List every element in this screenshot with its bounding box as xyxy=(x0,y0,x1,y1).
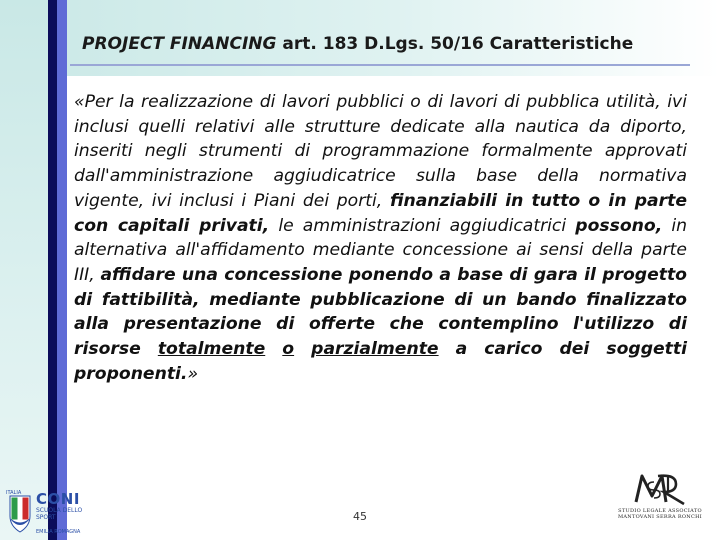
body-underline-run: o xyxy=(282,339,295,360)
studio-caption-line: STUDIO LEGALE ASSOCIATO xyxy=(618,508,702,514)
left-bar-dark xyxy=(48,0,57,540)
coni-flag-label: ITALIA xyxy=(6,490,22,496)
body-text-run: in alternativa all'affidamento mediante concessione ai sensi della parte III, xyxy=(74,215,688,285)
body-bold-space xyxy=(265,339,282,359)
body-underline-run: parzialmente xyxy=(311,339,439,360)
title-underline xyxy=(70,64,690,66)
coni-subtitle: SCUOLA DELLO SPORT xyxy=(36,507,83,521)
body-bold-run: a carico dei soggetti proponenti. xyxy=(74,339,687,384)
studio-caption-line: MANTOVANI SERRA RONCHI xyxy=(617,514,703,520)
body-underline-run: totalmente xyxy=(157,339,266,360)
title-italic: PROJECT FINANCING xyxy=(82,34,277,54)
coni-name: CONI xyxy=(36,490,80,508)
body-bold-space xyxy=(294,339,311,359)
page-number: 45 xyxy=(353,510,367,523)
studio-caption xyxy=(612,508,708,520)
body-bold-run: affidare una concessione ponendo a base di gara il progetto di fattibilità, mediante pubblicazione di un bando finalizzato alla presentazione di offerte che contemplino l'utilizzo di risorse xyxy=(74,264,687,360)
studio-logo xyxy=(614,470,704,538)
body-text-run: » xyxy=(187,363,199,384)
left-bar-light xyxy=(57,0,67,540)
body-text-run: «Per la realizzazione di lavori pubblici o di lavori di pubblica utilità, ivi inclusi quelli relativi alle strutture dedicate alla nautica da diporto, inseriti negli strumenti di programmazione formalmente approvati dall'amministrazione aggiudicatrice sulla base della normativa vigente, ivi inclusi i Piani dei porti, xyxy=(74,92,687,211)
body-bold-run: finanziabili in tutto o in parte con capitali privati, xyxy=(74,190,687,236)
left-decor-band xyxy=(0,0,48,540)
title-rest: art. 183 D.Lgs. 50/16 Caratteristiche xyxy=(276,34,634,54)
body-text-run: le amministrazioni aggiudicatrici xyxy=(269,215,576,236)
coni-region: EMILIA ROMAGNA xyxy=(36,529,81,535)
body-bold-run: possono, xyxy=(575,215,663,236)
slide-title xyxy=(82,34,633,54)
body-paragraph xyxy=(74,90,687,386)
